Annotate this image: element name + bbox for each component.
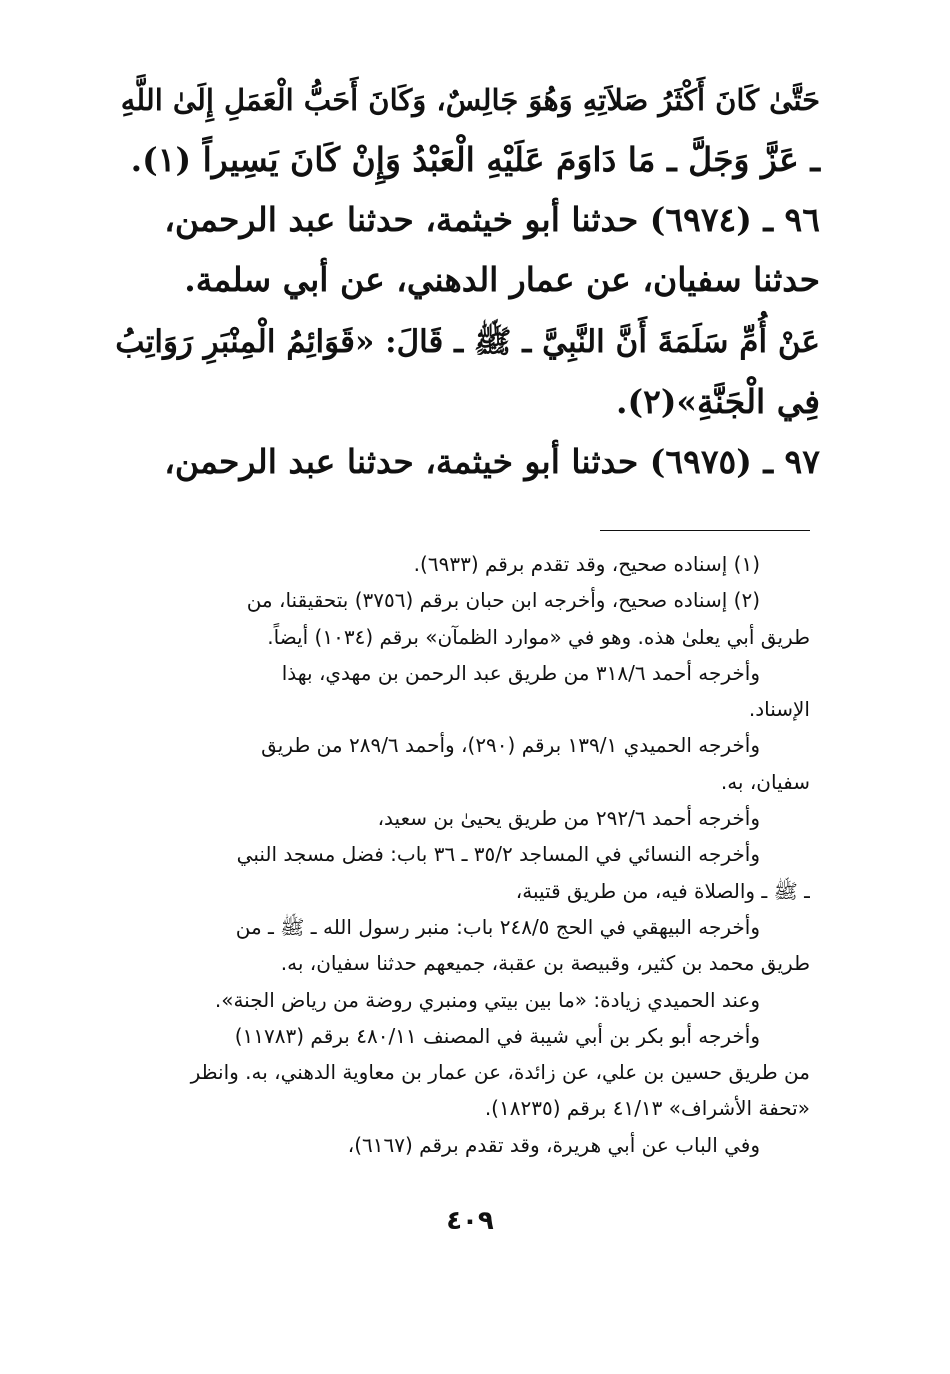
footnote-line-6: وأخرجه الحميدي ١٣٩/١ برقم (٢٩٠)، وأحمد ٢٨٩/٦ من طريق	[261, 733, 760, 758]
hadith-96-text	[110, 312, 820, 432]
main-line-1: حَتَّىٰ كَانَ أَكْثَرُ صَلاَتِهِ وَهُوَ جَالِسٌ، وَكَانَ أَحَبُّ الْعَمَلِ إِلَىٰ اللَّهِ	[120, 83, 820, 117]
footnote-line-13: وعند الحميدي زيادة: «ما بين بيتي ومنبري روضة من رياض الجنة».	[214, 987, 760, 1012]
footnotes-section	[100, 546, 810, 1163]
main-line-5: عَنْ أُمِّ سَلَمَةَ أَنَّ النَّبِيَّ ـ ﷺ ـ قَالَ: «قَوَائِمُ الْمِنْبَرِ رَوَاتِبُ	[115, 324, 820, 360]
footnote-line-2: (٢) إسناده صحيح، وأخرجه ابن حبان برقم (٣٧٥٦) بتحقيقنا، من	[246, 588, 760, 613]
hadith-95-ending	[110, 70, 820, 190]
footnote-line-7: سفيان، به.	[720, 769, 810, 794]
hadith-97-chain	[110, 432, 820, 492]
footnote-line-12: طريق محمد بن كثير، وقبيصة بن عقبة، جميعهم حدثنا سفيان، به.	[280, 951, 810, 976]
hadith-96-chain	[110, 190, 820, 310]
footnote-line-11: وأخرجه البيهقي في الحج ٢٤٨/٥ باب: منبر رسول الله ـ ﷺ ـ من	[235, 914, 760, 939]
footnote-line-17: وفي الباب عن أبي هريرة، وقد تقدم برقم (٦١٦٧)،	[347, 1132, 760, 1157]
footnote-line-4: وأخرجه أحمد ٣١٨/٦ من طريق عبد الرحمن بن مهدي، بهذا	[281, 660, 760, 685]
main-line-3: ٩٦ ـ (٦٩٧٤) حدثنا أبو خيثمة، حدثنا عبد الرحمن،	[164, 200, 820, 239]
footnote-line-10: ـ ﷺ ـ والصلاة فيه، من طريق قتيبة،	[515, 878, 810, 903]
footnote-separator	[600, 530, 810, 531]
footnote-line-3: طريق أبي يعلىٰ هذه. وهو في «موارد الظمآن» برقم (١٠٣٤) أيضاً.	[267, 624, 810, 649]
page-number: ٤٠٩	[446, 1206, 494, 1236]
footnote-line-5: الإسناد.	[748, 697, 810, 722]
footnote-line-16: «تحفة الأشراف» ٤١/١٣ برقم (١٨٢٣٥).	[484, 1096, 810, 1121]
footnote-line-1: (١) إسناده صحيح، وقد تقدم برقم (٦٩٣٣).	[413, 552, 760, 576]
main-line-7: ٩٧ ـ (٦٩٧٥) حدثنا أبو خيثمة، حدثنا عبد الرحمن،	[164, 442, 820, 481]
main-line-4: حدثنا سفيان، عن عمار الدهني، عن أبي سلمة.	[184, 260, 820, 299]
footnote-line-8: وأخرجه أحمد ٢٩٢/٦ من طريق يحيىٰ بن سعيد،	[377, 806, 760, 831]
footnote-line-14: وأخرجه أبو بكر بن أبي شيبة في المصنف ٤٨٠/١١ برقم (١١٧٨٣)	[234, 1023, 760, 1048]
main-line-6: فِي الْجَنَّةِ»(٢).	[615, 382, 820, 421]
footnote-line-9: وأخرجه النسائي في المساجد ٣٥/٢ ـ ٣٦ باب: فضل مسجد النبي	[236, 842, 760, 867]
footnote-line-15: من طريق حسين بن علي، عن زائدة، عن عمار بن معاوية الدهني، به. وانظر	[190, 1060, 810, 1085]
main-line-2: ـ عَزَّ وَجَلَّ ـ مَا دَاوَمَ عَلَيْهِ الْعَبْدُ وَإِنْ كَانَ يَسِيراً (١).	[130, 140, 820, 179]
